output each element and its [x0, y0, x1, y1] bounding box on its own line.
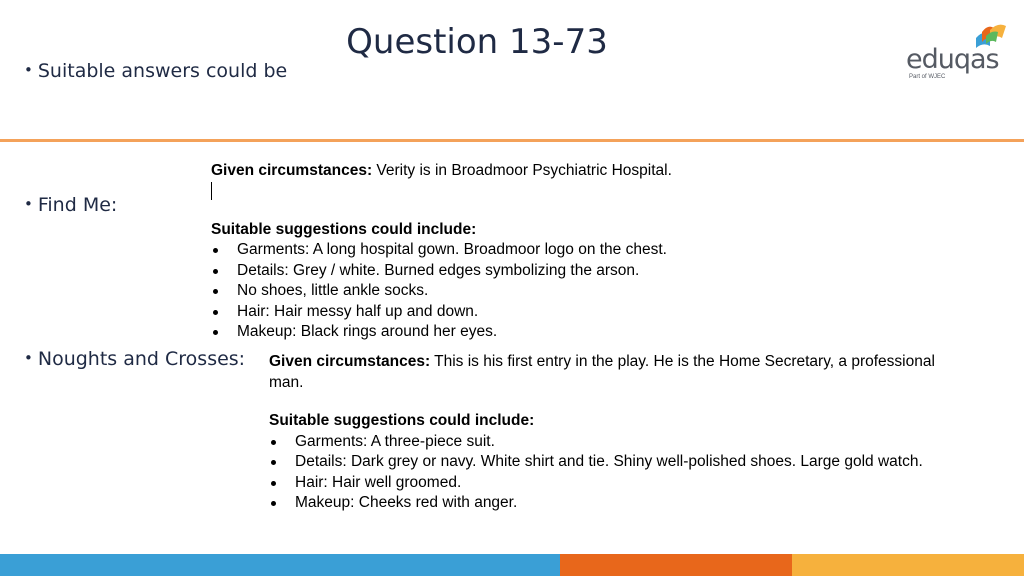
list-item: No shoes, little ankle socks.: [211, 281, 672, 302]
find-me-content: [211, 161, 672, 343]
list-item: Details: Grey / white. Burned edges symbolizing the arson.: [211, 261, 672, 282]
bullet-dot: •: [24, 349, 33, 367]
noughts-suggestions-heading: Suitable suggestions could include:: [269, 412, 535, 429]
find-me-suggestions-heading: Suitable suggestions could include:: [211, 220, 477, 238]
bullet-text: Noughts and Crosses:: [37, 348, 246, 370]
find-me-given-circumstances: [211, 161, 672, 182]
gc-label: Given circumstances:: [211, 162, 373, 179]
noughts-given-circumstances: [269, 352, 935, 373]
list-item: Makeup: Black rings around her eyes.: [211, 322, 672, 343]
bullet-dot: •: [24, 195, 33, 213]
slide-title: Question 13-73: [346, 22, 608, 62]
bullet-text: Find Me:: [37, 194, 118, 216]
bullet-noughts-and-crosses: [24, 348, 245, 370]
list-item: Garments: A three-piece suit.: [269, 432, 935, 453]
bullet-dot: •: [24, 61, 33, 79]
footer-bar-yellow: [792, 554, 1024, 576]
find-me-suggestions-list: [211, 240, 672, 343]
list-item: Hair: Hair messy half up and down.: [211, 302, 672, 323]
footer-bar-orange: [560, 554, 792, 576]
list-item: Hair: Hair well groomed.: [269, 473, 935, 494]
gc-text: This is his first entry in the play. He is the Home Secretary, a professional: [430, 353, 935, 370]
logo-wordmark: eduqas: [906, 44, 999, 75]
list-item: Makeup: Cheeks red with anger.: [269, 493, 935, 514]
bullet-find-me: [24, 194, 117, 216]
noughts-given-circumstances-cont: man.: [269, 373, 304, 391]
bullet-suitable-answers: [24, 60, 287, 82]
gc-label: Given circumstances:: [269, 353, 431, 370]
list-item: Garments: A long hospital gown. Broadmoor logo on the chest.: [211, 240, 672, 261]
noughts-suggestions-list: [269, 432, 935, 514]
bullet-text: Suitable answers could be: [37, 60, 288, 82]
list-item: Details: Dark grey or navy. White shirt and tie. Shiny well-polished shoes. Large gold watch.: [269, 452, 935, 473]
gc-text: Verity is in Broadmoor Psychiatric Hospital.: [372, 162, 672, 179]
noughts-content: [269, 352, 935, 514]
text-cursor: [211, 182, 212, 200]
header-divider: [0, 139, 1024, 142]
eduqas-logo: [906, 22, 1006, 82]
logo-subtext: Part of WJEC: [909, 74, 946, 80]
footer-bar-blue: [0, 554, 560, 576]
